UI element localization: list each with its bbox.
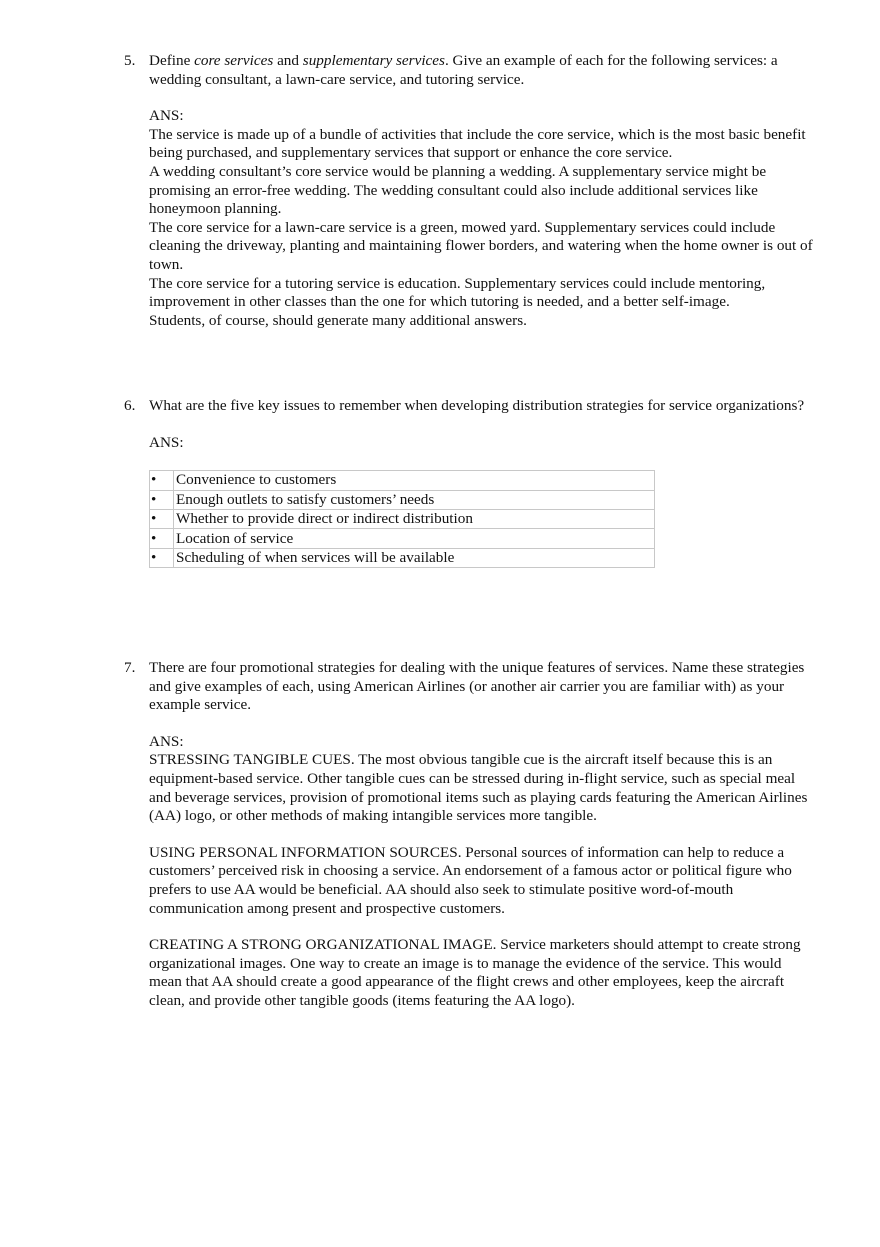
ans-label: ANS:	[149, 433, 184, 451]
question-6-text: What are the five key issues to remember when developing distribution strategies for service organizations?	[149, 397, 805, 414]
bullet-text: Scheduling of when services will be available	[174, 548, 655, 567]
table-row	[150, 471, 655, 490]
question-number: 5.	[124, 52, 136, 69]
table-row	[150, 509, 655, 528]
answer-line: The core service for a tutoring service is education. Supplementary services could include mentoring, improvement in other classes than the one for which tutoring is needed, and a better self-image.	[149, 274, 766, 311]
table-row	[150, 529, 655, 548]
answer-paragraph: STRESSING TANGIBLE CUES. The most obvious tangible cue is the aircraft itself because this is an equipment-based service. Other tangible cues can be stressed during in-flight service, such as special meal and beverage services, provision of promotional items such as playing cards featuring the American Airlines (AA) logo, or other methods of making intangible services more tangible.	[149, 751, 808, 825]
bullet-icon: •	[150, 529, 174, 548]
distribution-issues-table	[149, 470, 655, 568]
question-5	[124, 52, 814, 330]
bullet-icon: •	[150, 548, 174, 567]
core-services-term: core services	[194, 52, 274, 69]
ans-label: ANS:	[149, 732, 184, 750]
question-7	[124, 659, 814, 1011]
bullet-text: Enough outlets to satisfy customers’ needs	[174, 490, 655, 509]
ans-label: ANS:	[149, 107, 184, 125]
answer-paragraph: CREATING A STRONG ORGANIZATIONAL IMAGE. Service marketers should attempt to create strong organizational images. One way to create an image is to manage the evidence of the service. This would mean that AA should create a good appearance of the flight crews and other employees, keep the aircraft clean, and provide other tangible goods (items featuring the AA logo).	[149, 936, 801, 1009]
bullet-icon: •	[150, 490, 174, 509]
table-row	[150, 548, 655, 567]
table-row	[150, 490, 655, 509]
question-number: 7.	[124, 659, 136, 676]
bullet-text: Convenience to customers	[174, 471, 655, 490]
question-number: 6.	[124, 397, 136, 414]
question-7-text: There are four promotional strategies for dealing with the unique features of services. Name these strategies and give examples of each, using American Airlines (or another air carrier you are familiar with) as your example service.	[149, 659, 805, 714]
question-6-body	[149, 397, 814, 568]
answer-line: A wedding consultant’s core service would be planning a wedding. A supplementary service might be promising an error-free wedding. The wedding consultant could also include additional services like honeymoon planning.	[149, 162, 767, 218]
bullet-text: Whether to provide direct or indirect distribution	[174, 509, 655, 528]
bullet-icon: •	[150, 471, 174, 490]
answer-line: Students, of course, should generate many additional answers.	[149, 311, 527, 329]
answer-paragraph: USING PERSONAL INFORMATION SOURCES. Personal sources of information can help to reduce a customers’ perceived risk in choosing a service. An endorsement of a famous actor or political figure who prefers to use AA would be beneficial. AA should also seek to stimulate positive word-of-mouth communication among present and prospective customers.	[149, 843, 792, 917]
bullet-text: Location of service	[174, 529, 655, 548]
question-6	[124, 397, 814, 568]
question-7-body	[149, 659, 814, 1011]
bullet-icon: •	[150, 509, 174, 528]
question-5-text: Define core services and supplementary services. Give an example of each for the following services: a wedding consultant, a lawn-care service, and tutoring service.	[149, 52, 778, 88]
supplementary-services-term: supplementary services	[302, 52, 445, 69]
answer-line: The service is made up of a bundle of activities that include the core service, which is the most basic benefit being purchased, and supplementary services that support or enhance the core service.	[149, 125, 806, 162]
question-5-body	[149, 52, 814, 330]
answer-line: The core service for a lawn-care service is a green, mowed yard. Supplementary services could include cleaning the driveway, planting and maintaining flower borders, and watering when the home owner is out of town.	[149, 218, 813, 273]
